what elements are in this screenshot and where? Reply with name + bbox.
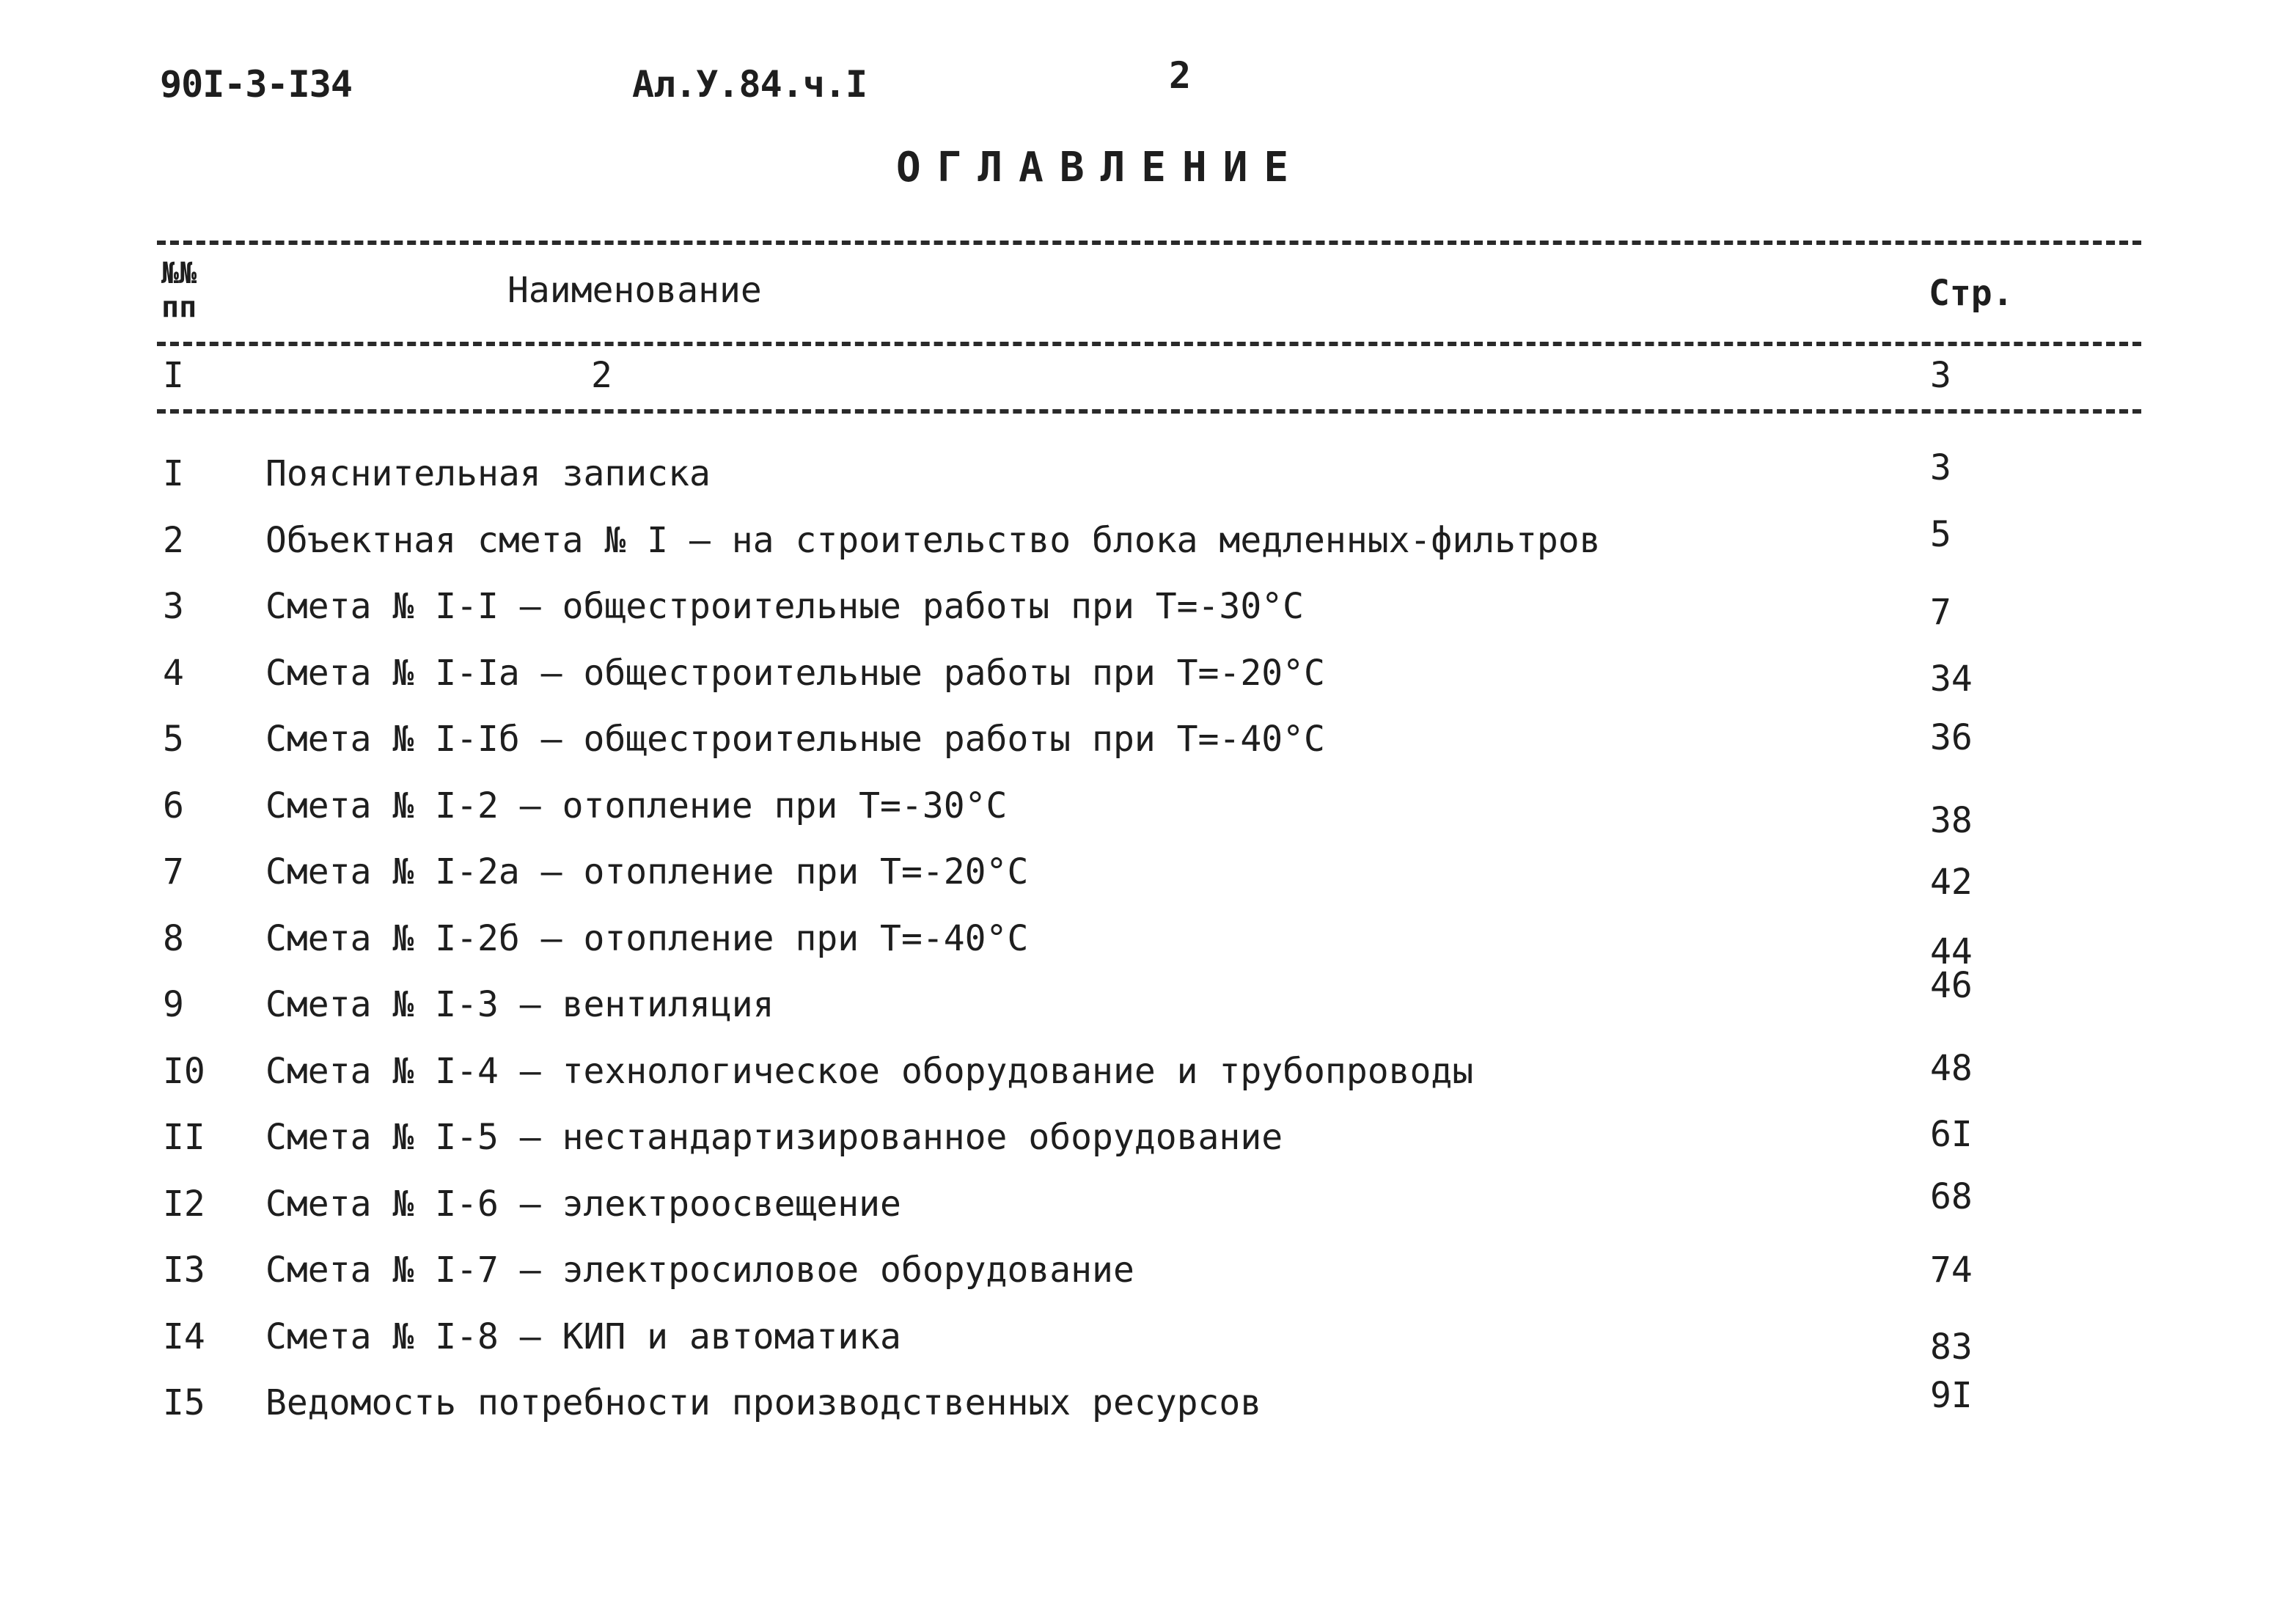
- row-page: 48: [1930, 1048, 1973, 1089]
- row-page: 5: [1930, 514, 1951, 555]
- album-reference: Ал.У.84.ч.I: [632, 63, 868, 106]
- row-title: Ведомость потребности производственных ресурсов: [265, 1382, 1262, 1423]
- table-row: [0, 514, 2296, 579]
- row-page: 9I: [1930, 1375, 1973, 1416]
- row-title: Смета № I-7 – электросиловое оборудование: [265, 1250, 1134, 1291]
- row-number: I4: [163, 1316, 205, 1357]
- index-separator-rule: [157, 409, 2141, 414]
- row-page: 74: [1930, 1250, 1973, 1291]
- row-number: I3: [163, 1250, 205, 1291]
- row-page: 7: [1930, 592, 1951, 633]
- row-page: 44: [1930, 931, 1973, 972]
- column-index-2: 2: [591, 355, 612, 396]
- row-title: Смета № I-2а – отопление при Т=-20°С: [265, 851, 1029, 892]
- table-row: [0, 653, 2296, 711]
- column-header-number: [161, 257, 197, 324]
- row-page: 3: [1930, 447, 1951, 488]
- row-title: Смета № I-I – общестроительные работы при Т=-30°С: [265, 586, 1305, 627]
- document-code: 90I-3-I34: [160, 63, 352, 106]
- row-number: 7: [163, 851, 184, 892]
- column-index-3: 3: [1930, 355, 1951, 396]
- row-page: 36: [1930, 717, 1973, 758]
- row-title: Объектная смета № I – на строительство блока медленных-фильтров: [265, 520, 1601, 561]
- row-number: 2: [163, 520, 184, 561]
- row-page: 46: [1930, 965, 1973, 1006]
- row-title: Смета № I-2б – отопление при Т=-40°С: [265, 918, 1029, 959]
- table-row: [0, 1375, 2296, 1441]
- table-row: [0, 965, 2296, 1043]
- table-row: [0, 1114, 2296, 1175]
- row-page: 42: [1930, 862, 1973, 903]
- page-number: 2: [1169, 54, 1192, 97]
- table-row: [0, 785, 2296, 844]
- table-row: [0, 586, 2296, 645]
- row-number: I5: [163, 1382, 205, 1423]
- row-number: I2: [163, 1184, 205, 1225]
- table-row: [0, 1048, 2296, 1109]
- row-number: 9: [163, 984, 184, 1025]
- row-page: 83: [1930, 1327, 1973, 1368]
- row-title: Смета № I-2 – отопление при Т=-30°С: [265, 785, 1008, 826]
- table-row: [0, 1176, 2296, 1242]
- table-row: [0, 719, 2296, 777]
- table-row: [0, 1250, 2296, 1308]
- header-separator-rule: [157, 342, 2141, 346]
- column-index-1: I: [163, 355, 184, 396]
- row-title: Смета № I-3 – вентиляция: [265, 984, 774, 1025]
- table-top-rule: [157, 241, 2141, 245]
- row-number: 3: [163, 586, 184, 627]
- row-title: Смета № I-Iа – общестроительные работы при Т=-20°С: [265, 653, 1325, 694]
- page-title: ОГЛАВЛЕНИЕ: [896, 144, 1305, 191]
- column-header-number-line1: №№: [161, 257, 197, 290]
- row-number: 5: [163, 719, 184, 760]
- row-title: Пояснительная записка: [265, 453, 711, 494]
- row-page: 38: [1930, 800, 1973, 841]
- row-title: Смета № I-6 – электроосвещение: [265, 1184, 901, 1225]
- row-page: 34: [1930, 659, 1973, 700]
- column-header-name: Наименование: [507, 270, 762, 311]
- column-header-number-line2: пп: [161, 290, 197, 324]
- row-page: 6I: [1930, 1114, 1973, 1155]
- row-number: I0: [163, 1051, 205, 1092]
- row-number: I: [163, 453, 184, 494]
- table-row: [0, 1316, 2296, 1375]
- row-title: Смета № I-8 – КИП и автоматика: [265, 1316, 901, 1357]
- row-number: 4: [163, 653, 184, 694]
- table-row: [0, 447, 2296, 512]
- row-page: 68: [1930, 1176, 1973, 1217]
- row-number: 6: [163, 785, 184, 826]
- row-number: 8: [163, 918, 184, 959]
- row-title: Смета № I-4 – технологическое оборудование и трубопроводы: [265, 1051, 1474, 1092]
- row-number: II: [163, 1117, 205, 1158]
- column-header-page: Стр.: [1929, 273, 2014, 314]
- row-title: Смета № I-5 – нестандартизированное оборудование: [265, 1117, 1283, 1158]
- row-title: Смета № I-Iб – общестроительные работы при Т=-40°С: [265, 719, 1325, 760]
- table-row: [0, 851, 2296, 910]
